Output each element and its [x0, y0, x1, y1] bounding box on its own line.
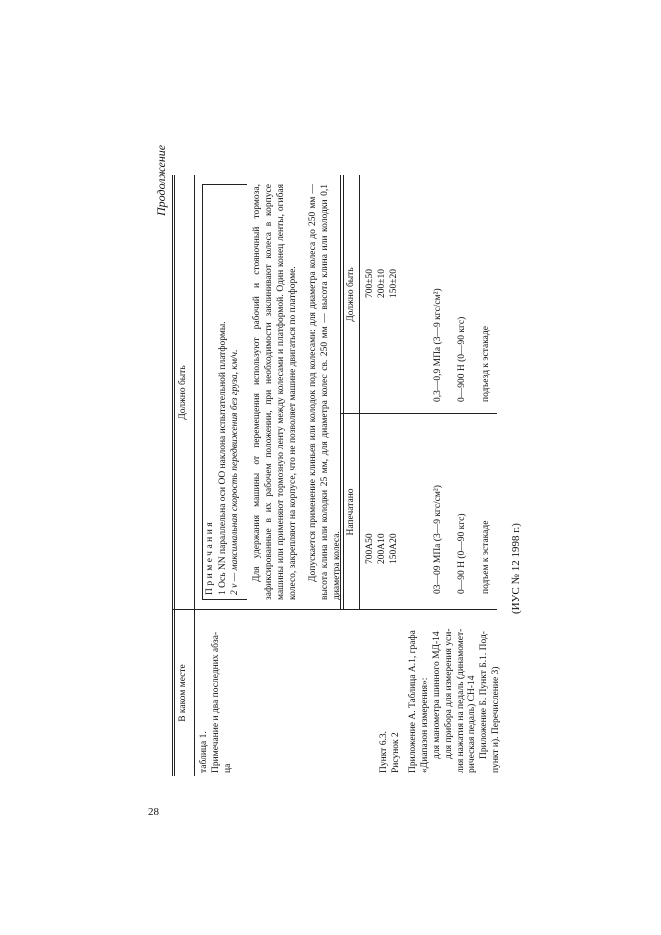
inner-column-divider	[340, 413, 497, 414]
row1-bottom-border	[340, 175, 341, 610]
should-2: 0—900 Н (0—90 кгс)	[457, 316, 467, 402]
row1-bottom-border-double	[343, 175, 344, 610]
header-where: В каком месте	[178, 664, 188, 722]
header-should-be: Должно быть	[178, 365, 188, 420]
printed-header: Напечатано	[346, 488, 356, 536]
rotated-content	[154, 144, 522, 776]
row1-where: таблица 1. Примечание и два последних абза- ца	[199, 631, 233, 773]
inner-header-bottom	[359, 175, 360, 610]
continuation-label: Продолжение	[154, 144, 168, 216]
header-bottom-border	[194, 175, 195, 776]
notes-title: Примечания	[205, 519, 215, 595]
table-top-border-double	[174, 175, 175, 776]
page-number: 28	[148, 806, 159, 818]
ius-reference: (ИУС № 12 1998 г.)	[510, 523, 522, 614]
printed-values: 700A50 200A10 150A20	[365, 533, 399, 564]
note-2: 2 v — максимальная скорость передвижения без груза, км/ч.	[230, 349, 240, 595]
should-be-header: Должно быть	[346, 267, 356, 322]
should-values: 700±50 200±10 150±20	[365, 269, 399, 298]
printed-3: подъем к эстакаде	[481, 520, 491, 594]
paragraph-1: Для удержания машины от перемещения используют рабочий и стояночный тормоза, зафиксированные в их рабочем положении, при необходимости заклинивают колеса в корпусе машины или применяют тормозную ленту между колесами и платформой. Один конец ленты, огибая колесо, закрепляют на корпусе, что не позволяет машине двигаться по платформе.	[252, 184, 298, 600]
paragraph-2: Допускается применение клиньев или колодок под колесами: для диаметра колеса до 250 мм — высота клина или колодки 25 мм, для диаметра колес св. 250 мм — высота клина или колодки 0,1 диаметра колеса.	[308, 184, 342, 600]
table-top-border	[172, 175, 173, 776]
note-1: 1 Ось NN параллельна оси OO наклона испытательной платформы.	[218, 321, 228, 595]
should-1: 0,3—0,9 МПа (3—9 кгс/см²)	[433, 288, 443, 402]
row3-where: Приложение А. Таблица А.1, графа «Диапазон измерения»: для манометра шинного МД-14 для прибора для измерения уси- лия нажатия на педаль (динамомет- рическая педаль) СН-14 Приложение Б. Пункт Б.1. Под- пункт и). Перечисление 3)	[408, 628, 502, 773]
printed-1: 03—09 МПа (3—9 кгс/см²)	[433, 485, 443, 594]
printed-2: 0—90 Н (0—90 кгс)	[457, 513, 467, 594]
row2-where: Пункт 6.3. Рисунок 2	[379, 731, 401, 773]
should-3: подъезд к эстакаде	[481, 326, 491, 402]
